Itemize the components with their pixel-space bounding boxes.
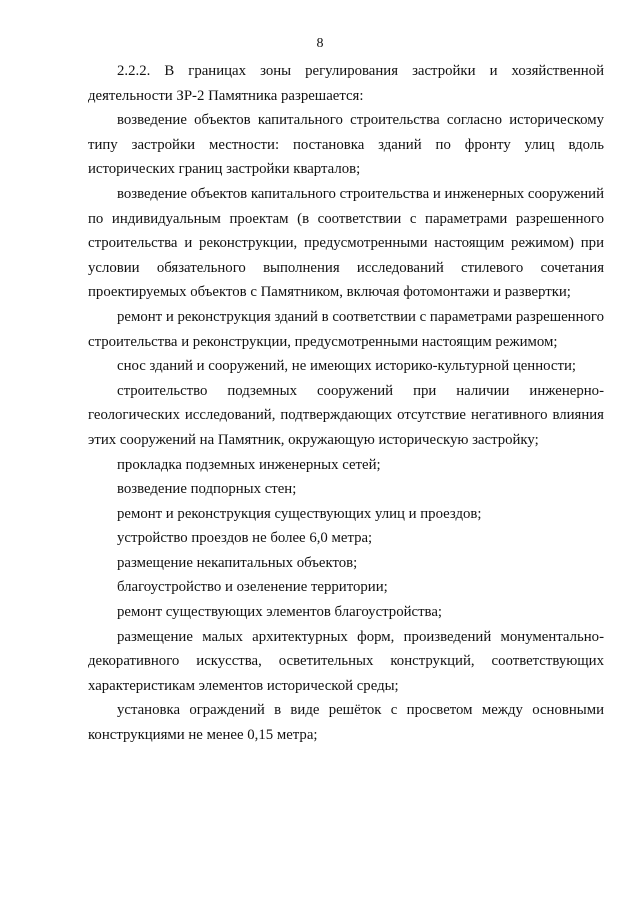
- paragraph-landscape-repair: ремонт существующих элементов благоустройства;: [117, 604, 443, 621]
- paragraph-underground-structures: строительство подземных сооружений при наличии инженерно-геологических исследований, подтверждающих отсутствие негативного влияния этих сооружений на Памятник, окружающую историческую застройку;: [88, 382, 604, 448]
- paragraph-fences: установка ограждений в виде решёток с просветом между основными конструкциями не менее 0,15 метра;: [88, 702, 604, 744]
- paragraph-non-capital-objects: размещение некапитальных объектов;: [117, 554, 358, 571]
- paragraph-zone-intro: 2.2.2. В границах зоны регулирования застройки и хозяйственной деятельности ЗР-2 Памятника разрешается:: [88, 63, 604, 104]
- page-number: 8: [316, 36, 324, 51]
- paragraph-small-forms: размещение малых архитектурных форм, произведений монументально-декоративного искусства, осветительных конструкций, соответствующих характеристикам элементов исторической среды;: [88, 628, 604, 694]
- paragraph-retaining-walls: возведение подпорных стен;: [117, 481, 297, 498]
- paragraph-historic-type: возведение объектов капитального строительства согласно историческому типу застройки местности: постановка зданий по фронту улиц вдоль исторических границ застройки кварталов;: [88, 112, 604, 178]
- paragraph-landscaping: благоустройство и озеленение территории;: [117, 579, 388, 596]
- paragraph-individual-projects: возведение объектов капитального строительства и инженерных сооружений по индивидуальным проектам (в соответствии с параметрами разрешенного строительства и реконструкции, предусмотренными настоящим режимом) при условии обязательного выполнения исследований стилевого сочетания проектируемых объектов с Памятником, включая фотомонтажи и развертки;: [88, 185, 604, 301]
- paragraph-driveways: устройство проездов не более 6,0 метра;: [117, 530, 373, 547]
- paragraph-streets-repair: ремонт и реконструкция существующих улиц и проездов;: [117, 505, 482, 522]
- document-body: [88, 59, 604, 748]
- paragraph-underground-networks: прокладка подземных инженерных сетей;: [117, 456, 381, 473]
- paragraph-repair-reconstruction: ремонт и реконструкция зданий в соответствии с параметрами разрешенного строительства и реконструкции, предусмотренными настоящим режимом;: [88, 308, 604, 350]
- paragraph-demolition: снос зданий и сооружений, не имеющих историко-культурной ценности;: [117, 358, 576, 375]
